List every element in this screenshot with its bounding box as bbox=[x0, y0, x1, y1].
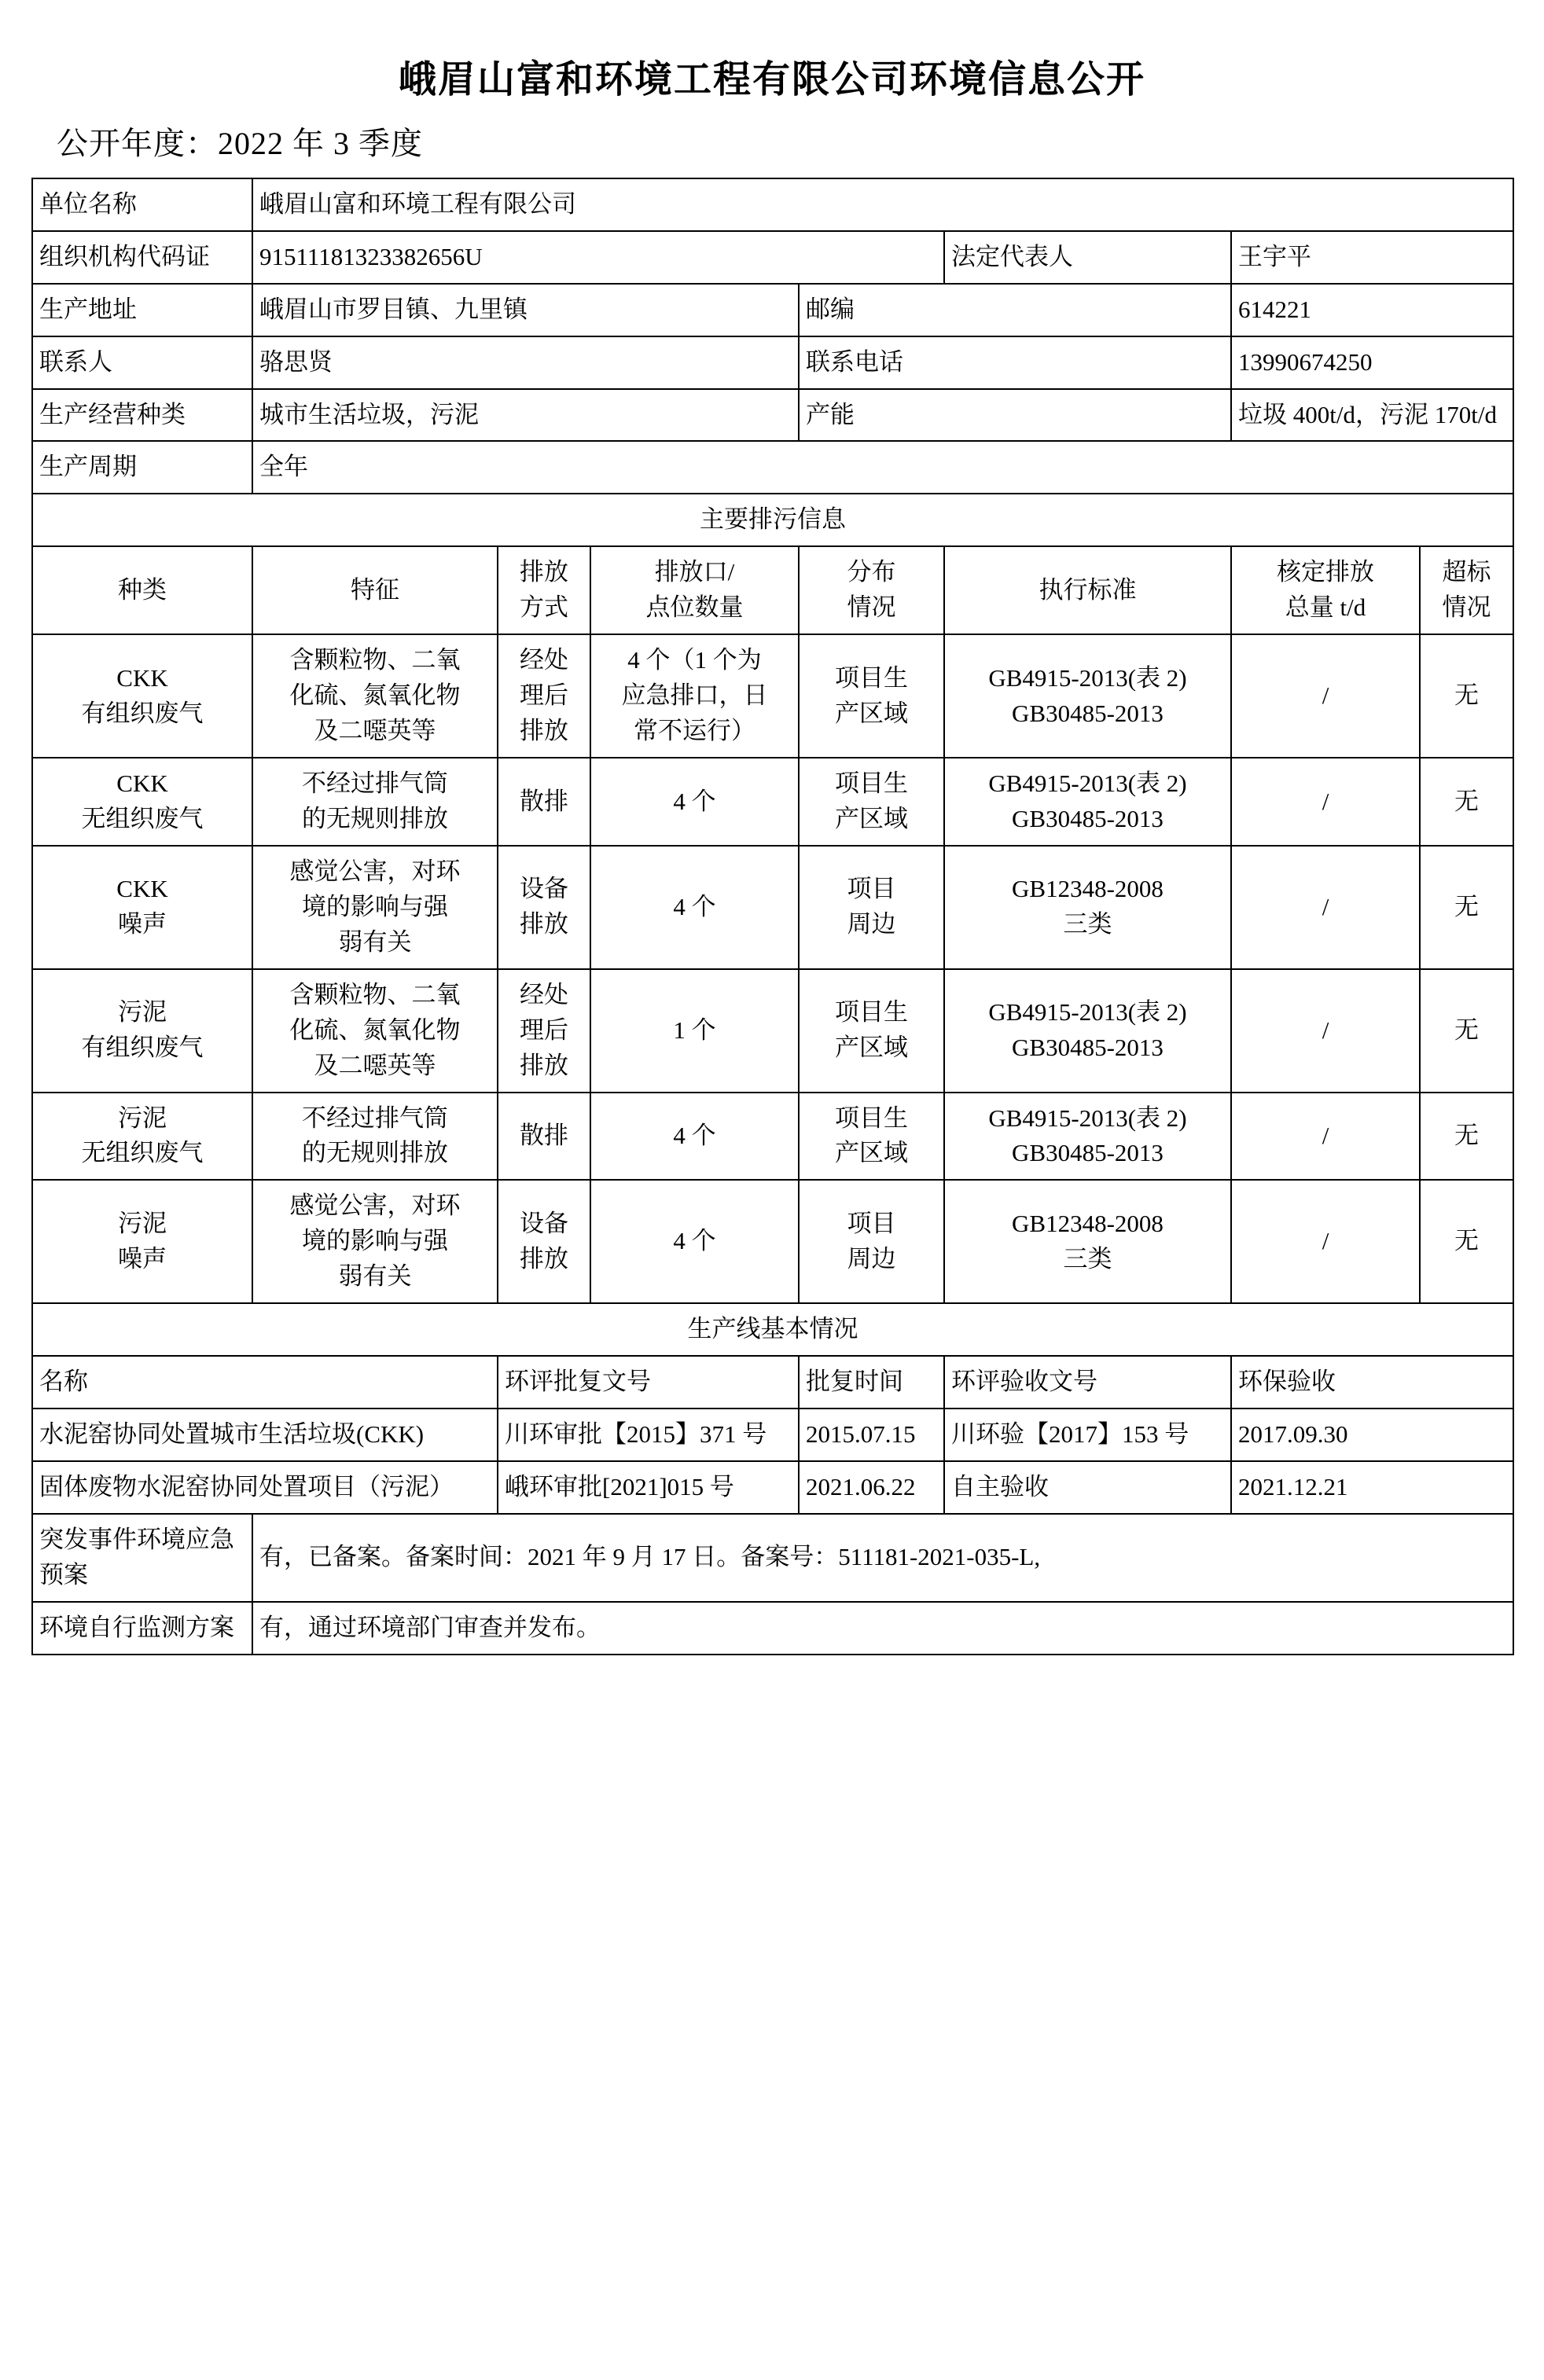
cell-standard bbox=[944, 1180, 1231, 1303]
label-business-type: 生产经营种类 bbox=[32, 389, 252, 442]
cell-approval-date-line-1: 2021.06.22 bbox=[806, 1473, 916, 1501]
cell-standard-line-1: GB4915-2013(表 2) bbox=[988, 998, 1187, 1027]
pollution-header-row bbox=[32, 546, 1513, 634]
cell-kind-line-1: 污泥 bbox=[118, 1104, 167, 1132]
cell-exceed-line-1: 无 bbox=[1454, 892, 1479, 920]
column-header-eia-acceptance-doc: 环评验收文号 bbox=[944, 1356, 1231, 1409]
cell-env-acceptance bbox=[1231, 1461, 1513, 1514]
cell-quota bbox=[1231, 969, 1420, 1093]
cell-standard-line-1: GB4915-2013(表 2) bbox=[988, 769, 1187, 798]
label-contact-phone: 联系电话 bbox=[799, 336, 1231, 389]
cell-discharge-mode-line-1: 设备 bbox=[520, 1209, 568, 1237]
column-header-exceed bbox=[1420, 546, 1513, 634]
value-org-code: 91511181323382656U bbox=[252, 231, 944, 284]
cell-kind-line-2: 有组织废气 bbox=[81, 1034, 204, 1062]
cell-eia-acceptance-doc bbox=[944, 1409, 1231, 1461]
label-emergency-plan: 突发事件环境应急预案 bbox=[32, 1514, 252, 1602]
cell-feature-line-2: 化硫、氮氧化物 bbox=[289, 1016, 461, 1044]
cell-discharge-mode-line-2: 理后 bbox=[520, 681, 568, 710]
cell-kind-line-1: 污泥 bbox=[118, 998, 167, 1027]
cell-outlet-count-line-1: 4 个 bbox=[673, 892, 716, 920]
column-header-approval-date: 批复时间 bbox=[799, 1356, 944, 1409]
column-header-quota bbox=[1231, 546, 1420, 634]
table-row bbox=[32, 1180, 1513, 1303]
column-header-feature: 特征 bbox=[252, 546, 498, 634]
cell-feature bbox=[252, 634, 498, 758]
cell-kind bbox=[32, 969, 252, 1093]
cell-standard-line-2: GB30485-2013 bbox=[1012, 1034, 1164, 1062]
cell-distribution-line-1: 项目 bbox=[847, 875, 896, 903]
cell-discharge-mode-line-1: 经处 bbox=[520, 646, 568, 674]
label-contact-person: 联系人 bbox=[32, 336, 252, 389]
cell-feature bbox=[252, 969, 498, 1093]
page-title: 峨眉山富和环境工程有限公司环境信息公开 bbox=[398, 59, 1145, 101]
cell-outlet-count bbox=[590, 1180, 799, 1303]
production-line-rows-body bbox=[32, 1409, 1513, 1514]
table-row bbox=[32, 1602, 1513, 1655]
cell-env-acceptance-line-1: 2021.12.21 bbox=[1238, 1473, 1348, 1501]
environmental-disclosure-table bbox=[31, 178, 1514, 1655]
cell-exceed bbox=[1420, 1180, 1513, 1303]
value-contact-phone: 13990674250 bbox=[1231, 336, 1513, 389]
cell-discharge-mode-line-1: 散排 bbox=[520, 787, 568, 815]
cell-discharge-mode-line-2: 理后 bbox=[520, 1016, 568, 1044]
cell-line-name-line-1: 水泥窑协同处置城 bbox=[39, 1420, 234, 1449]
cell-standard-line-1: GB4915-2013(表 2) bbox=[988, 1104, 1187, 1132]
cell-kind-line-2: 有组织废气 bbox=[81, 699, 204, 727]
cell-distribution-line-2: 产区域 bbox=[835, 1034, 908, 1062]
table-row-business-type bbox=[32, 389, 1513, 442]
table-row-contact-person bbox=[32, 336, 1513, 389]
pollution-rows-body bbox=[32, 634, 1513, 1303]
table-row bbox=[32, 1514, 1513, 1602]
cell-distribution bbox=[799, 846, 944, 969]
cell-discharge-mode bbox=[498, 1093, 590, 1181]
cell-exceed bbox=[1420, 758, 1513, 846]
cell-discharge-mode-line-3: 排放 bbox=[520, 717, 568, 745]
column-header-env-acceptance: 环保验收 bbox=[1231, 1356, 1513, 1409]
cell-standard-line-2: 三类 bbox=[1063, 910, 1112, 938]
distribution-line-1: 分布 bbox=[847, 558, 896, 586]
cell-quota-line-1: / bbox=[1322, 787, 1329, 815]
table-row-org-code bbox=[32, 231, 1513, 284]
quota-line-1: 核定排放 bbox=[1277, 558, 1374, 586]
cell-quota bbox=[1231, 1093, 1420, 1181]
cell-discharge-mode bbox=[498, 1180, 590, 1303]
cell-distribution bbox=[799, 969, 944, 1093]
discharge-mode-line-2: 方式 bbox=[520, 593, 568, 622]
cell-kind-line-1: 污泥 bbox=[118, 1209, 167, 1237]
value-address: 峨眉山市罗目镇、九里镇 bbox=[252, 284, 799, 336]
cell-feature-line-2: 化硫、氮氧化物 bbox=[289, 681, 461, 710]
exceed-line-1: 超标 bbox=[1442, 558, 1491, 586]
column-header-eia-approval-doc: 环评批复文号 bbox=[498, 1356, 799, 1409]
table-row bbox=[32, 758, 1513, 846]
cell-kind-line-2: 无组织废气 bbox=[81, 804, 204, 832]
cell-outlet-count-line-1: 4 个 bbox=[673, 1122, 716, 1150]
discharge-mode-line-1: 排放 bbox=[520, 558, 568, 586]
section-title-production-line: 生产线基本情况 bbox=[32, 1303, 1513, 1356]
table-row-production-cycle bbox=[32, 441, 1513, 494]
cell-quota bbox=[1231, 846, 1420, 969]
cell-distribution-line-1: 项目生 bbox=[835, 1104, 908, 1132]
cell-discharge-mode-line-1: 经处 bbox=[520, 980, 568, 1008]
cell-distribution-line-1: 项目 bbox=[847, 1209, 896, 1237]
cell-discharge-mode-line-1: 散排 bbox=[520, 1122, 568, 1150]
cell-distribution-line-2: 周边 bbox=[847, 910, 896, 938]
cell-approval-date-line-1: 2015.07.15 bbox=[806, 1420, 916, 1449]
cell-exceed bbox=[1420, 634, 1513, 758]
cell-feature bbox=[252, 1093, 498, 1181]
cell-outlet-count bbox=[590, 634, 799, 758]
cell-kind-line-2: 无组织废气 bbox=[81, 1139, 204, 1167]
cell-line-name-line-2: 同处置项目（污泥） bbox=[234, 1473, 454, 1501]
cell-kind bbox=[32, 634, 252, 758]
cell-standard-line-2: GB30485-2013 bbox=[1012, 804, 1164, 832]
cell-outlet-count bbox=[590, 969, 799, 1093]
cell-feature-line-2: 境的影响与强 bbox=[302, 1227, 448, 1255]
label-legal-rep: 法定代表人 bbox=[944, 231, 1231, 284]
cell-exceed bbox=[1420, 846, 1513, 969]
cell-distribution bbox=[799, 758, 944, 846]
cell-distribution-line-1: 项目生 bbox=[835, 769, 908, 798]
cell-feature-line-1: 感觉公害，对环 bbox=[289, 857, 461, 885]
outlet-line-2: 点位数量 bbox=[645, 593, 744, 622]
cell-quota-line-1: / bbox=[1322, 1227, 1329, 1255]
cell-distribution-line-2: 产区域 bbox=[835, 804, 908, 832]
cell-standard-line-1: GB12348-2008 bbox=[1012, 875, 1164, 903]
cell-outlet-count bbox=[590, 1093, 799, 1181]
cell-approval-date bbox=[799, 1461, 944, 1514]
label-unit-name: 单位名称 bbox=[32, 178, 252, 231]
cell-outlet-count-line-3: 常不运行） bbox=[634, 717, 755, 745]
cell-quota-line-1: / bbox=[1322, 1122, 1329, 1150]
cell-feature-line-3: 弱有关 bbox=[338, 1262, 412, 1291]
column-header-standard: 执行标准 bbox=[944, 546, 1231, 634]
cell-standard bbox=[944, 846, 1231, 969]
cell-discharge-mode-line-2: 排放 bbox=[520, 1244, 568, 1273]
cell-feature-line-1: 不经过排气筒 bbox=[302, 1104, 448, 1132]
cell-eia-approval-doc bbox=[498, 1409, 799, 1461]
cell-exceed-line-1: 无 bbox=[1454, 1016, 1479, 1044]
footer-rows-body bbox=[32, 1514, 1513, 1655]
column-header-line-name: 名称 bbox=[32, 1356, 498, 1409]
cell-outlet-count-line-1: 4 个 bbox=[673, 787, 716, 815]
cell-kind bbox=[32, 758, 252, 846]
label-postcode: 邮编 bbox=[799, 284, 1231, 336]
label-capacity: 产能 bbox=[799, 389, 1231, 442]
cell-distribution-line-1: 项目生 bbox=[835, 663, 908, 692]
cell-line-name-line-2: 市生活垃圾(CKK) bbox=[234, 1420, 425, 1449]
cell-outlet-count-line-1: 4 个 bbox=[673, 1227, 716, 1255]
cell-feature-line-3: 及二噁英等 bbox=[314, 1051, 436, 1079]
cell-eia-acceptance-doc bbox=[944, 1461, 1231, 1514]
value-postcode: 614221 bbox=[1231, 284, 1513, 336]
section-header-pollution bbox=[32, 494, 1513, 546]
cell-standard bbox=[944, 758, 1231, 846]
label-self-monitoring-plan: 环境自行监测方案 bbox=[32, 1602, 252, 1655]
cell-env-acceptance-line-1: 2017.09.30 bbox=[1238, 1420, 1348, 1449]
cell-quota-line-1: / bbox=[1322, 1016, 1329, 1044]
cell-feature bbox=[252, 846, 498, 969]
distribution-line-2: 情况 bbox=[847, 593, 896, 622]
cell-kind-line-1: CKK bbox=[116, 663, 168, 692]
cell-exceed-line-1: 无 bbox=[1454, 787, 1479, 815]
table-row-address bbox=[32, 284, 1513, 336]
cell-discharge-mode-line-1: 设备 bbox=[520, 875, 568, 903]
cell-outlet-count bbox=[590, 758, 799, 846]
cell-outlet-count-line-1: 4 个（1 个为 bbox=[627, 646, 762, 674]
column-header-discharge-mode bbox=[498, 546, 590, 634]
cell-feature-line-1: 不经过排气筒 bbox=[302, 769, 448, 798]
section-header-production-line bbox=[32, 1303, 1513, 1356]
cell-feature-line-1: 感觉公害，对环 bbox=[289, 1192, 461, 1220]
cell-eia-approval-doc bbox=[498, 1461, 799, 1514]
cell-discharge-mode-line-3: 排放 bbox=[520, 1051, 568, 1079]
table-row bbox=[32, 969, 1513, 1093]
cell-distribution-line-2: 产区域 bbox=[835, 699, 908, 727]
cell-eia-approval-doc-line-1: 峨环审批[2021]015 号 bbox=[505, 1473, 734, 1501]
cell-feature-line-1: 含颗粒物、二氧 bbox=[289, 980, 461, 1008]
cell-feature-line-3: 弱有关 bbox=[338, 927, 412, 956]
cell-distribution bbox=[799, 634, 944, 758]
cell-distribution-line-1: 项目生 bbox=[835, 998, 908, 1027]
value-self-monitoring-plan: 有，通过环境部门审查并发布。 bbox=[252, 1602, 1513, 1655]
production-line-header-row bbox=[32, 1356, 1513, 1409]
cell-exceed-line-1: 无 bbox=[1454, 1122, 1479, 1150]
cell-outlet-count-line-1: 1 个 bbox=[673, 1016, 716, 1044]
cell-exceed bbox=[1420, 1093, 1513, 1181]
label-address: 生产地址 bbox=[32, 284, 252, 336]
cell-feature bbox=[252, 758, 498, 846]
cell-outlet-count bbox=[590, 846, 799, 969]
cell-discharge-mode-line-2: 排放 bbox=[520, 910, 568, 938]
cell-kind-line-2: 噪声 bbox=[118, 1244, 167, 1273]
label-org-code: 组织机构代码证 bbox=[32, 231, 252, 284]
cell-discharge-mode bbox=[498, 969, 590, 1093]
cell-standard bbox=[944, 969, 1231, 1093]
cell-standard bbox=[944, 634, 1231, 758]
cell-kind bbox=[32, 1093, 252, 1181]
cell-approval-date bbox=[799, 1409, 944, 1461]
table-row bbox=[32, 1409, 1513, 1461]
table-row-unit-name bbox=[32, 178, 1513, 231]
cell-exceed bbox=[1420, 969, 1513, 1093]
cell-distribution-line-2: 产区域 bbox=[835, 1139, 908, 1167]
exceed-line-2: 情况 bbox=[1442, 593, 1491, 622]
cell-standard-line-1: GB4915-2013(表 2) bbox=[988, 663, 1187, 692]
cell-outlet-count-line-2: 应急排口，日 bbox=[621, 681, 768, 710]
cell-standard-line-1: GB12348-2008 bbox=[1012, 1209, 1164, 1237]
cell-feature-line-2: 的无规则排放 bbox=[302, 804, 448, 832]
cell-feature-line-3: 及二噁英等 bbox=[314, 717, 436, 745]
cell-kind bbox=[32, 846, 252, 969]
cell-feature bbox=[252, 1180, 498, 1303]
cell-discharge-mode bbox=[498, 846, 590, 969]
label-production-cycle: 生产周期 bbox=[32, 441, 252, 494]
cell-standard-line-2: 三类 bbox=[1063, 1244, 1112, 1273]
column-header-kind: 种类 bbox=[32, 546, 252, 634]
cell-distribution-line-2: 周边 bbox=[847, 1244, 896, 1273]
cell-feature-line-1: 含颗粒物、二氧 bbox=[289, 646, 461, 674]
column-header-distribution bbox=[799, 546, 944, 634]
cell-distribution bbox=[799, 1180, 944, 1303]
cell-env-acceptance bbox=[1231, 1409, 1513, 1461]
table-row bbox=[32, 634, 1513, 758]
section-title-pollution: 主要排污信息 bbox=[32, 494, 1513, 546]
cell-feature-line-2: 境的影响与强 bbox=[302, 892, 448, 920]
cell-standard bbox=[944, 1093, 1231, 1181]
cell-quota bbox=[1231, 758, 1420, 846]
value-capacity: 垃圾 400t/d，污泥 170t/d bbox=[1231, 389, 1513, 442]
cell-distribution bbox=[799, 1093, 944, 1181]
cell-kind-line-2: 噪声 bbox=[118, 910, 167, 938]
value-unit-name: 峨眉山富和环境工程有限公司 bbox=[252, 178, 1513, 231]
cell-exceed-line-1: 无 bbox=[1454, 1227, 1479, 1255]
cell-line-name bbox=[32, 1409, 498, 1461]
table-row bbox=[32, 1461, 1513, 1514]
value-production-cycle: 全年 bbox=[252, 441, 1513, 494]
quota-line-2: 总量 t/d bbox=[1285, 593, 1366, 622]
cell-quota-line-1: / bbox=[1322, 892, 1329, 920]
cell-kind-line-1: CKK bbox=[116, 875, 168, 903]
column-header-outlet-count bbox=[590, 546, 799, 634]
value-business-type: 城市生活垃圾，污泥 bbox=[252, 389, 799, 442]
table-row bbox=[32, 846, 1513, 969]
cell-discharge-mode bbox=[498, 758, 590, 846]
table-row bbox=[32, 1093, 1513, 1181]
cell-discharge-mode bbox=[498, 634, 590, 758]
value-legal-rep: 王宇平 bbox=[1231, 231, 1513, 284]
outlet-line-1: 排放口/ bbox=[654, 558, 735, 586]
value-emergency-plan: 有，已备案。备案时间：2021 年 9 月 17 日。备案号：511181-2021-035-L, bbox=[252, 1514, 1513, 1602]
cell-eia-approval-doc-line-1: 川环审批【2015】371 号 bbox=[505, 1420, 767, 1449]
cell-feature-line-2: 的无规则排放 bbox=[302, 1139, 448, 1167]
cell-quota-line-1: / bbox=[1322, 681, 1329, 710]
cell-eia-acceptance-doc-line-1: 川环验【2017】153 号 bbox=[951, 1420, 1189, 1449]
cell-quota bbox=[1231, 1180, 1420, 1303]
cell-kind-line-1: CKK bbox=[116, 769, 168, 798]
value-contact-person: 骆思贤 bbox=[252, 336, 799, 389]
cell-kind bbox=[32, 1180, 252, 1303]
publication-period: 公开年度：2022 年 3 季度 bbox=[57, 125, 423, 161]
cell-line-name-line-1: 固体废物水泥窑协 bbox=[39, 1473, 234, 1501]
cell-exceed-line-1: 无 bbox=[1454, 681, 1479, 710]
cell-eia-acceptance-doc-line-1: 自主验收 bbox=[951, 1473, 1049, 1501]
cell-line-name bbox=[32, 1461, 498, 1514]
cell-standard-line-2: GB30485-2013 bbox=[1012, 1139, 1164, 1167]
cell-standard-line-2: GB30485-2013 bbox=[1012, 699, 1164, 727]
cell-quota bbox=[1231, 634, 1420, 758]
